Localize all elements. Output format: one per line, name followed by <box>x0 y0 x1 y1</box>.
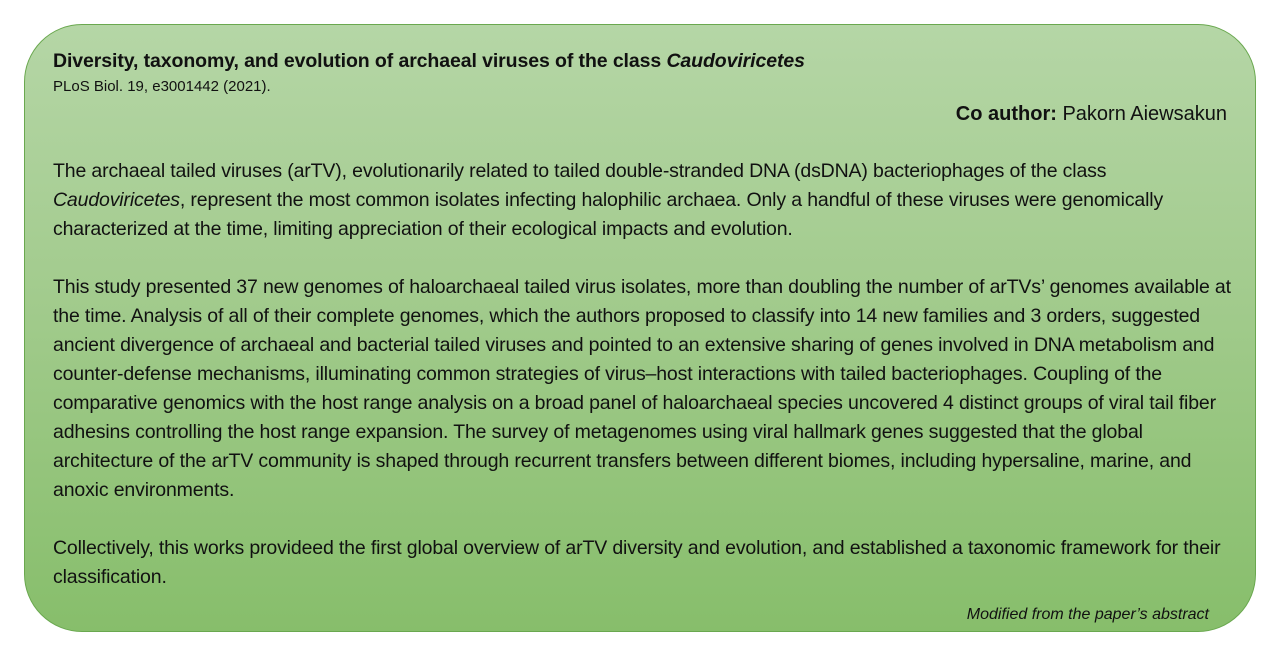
paper-title-main: Diversity, taxonomy, and evolution of archaeal viruses of the class <box>53 50 667 72</box>
paper-title-italic: Caudoviricetes <box>666 50 805 72</box>
coauthor-line <box>956 101 1227 127</box>
paragraph-1-part-b: , represent the most common isolates infecting halophilic archaea. Only a handful of these viruses were genomically characterized at the time, limiting appreciation of their ecological impacts and evolution. <box>53 189 1164 240</box>
paper-title <box>53 49 805 73</box>
coauthor-name: Pakorn Aiewsakun <box>1062 103 1227 125</box>
summary-card <box>24 24 1256 632</box>
paragraph-1-part-a: The archaeal tailed viruses (arTV), evolutionarily related to tailed double-stranded DNA (dsDNA) bacteriophages of the class <box>53 160 1107 182</box>
paragraph-1 <box>53 157 1233 244</box>
citation: PLoS Biol. 19, e3001442 (2021). <box>53 78 271 95</box>
coauthor-label: Co author: <box>955 103 1057 125</box>
abstract-body <box>53 157 1233 592</box>
paragraph-1-italic: Caudoviricetes <box>53 189 180 211</box>
source-note: Modified from the paper’s abstract <box>966 606 1209 623</box>
paragraph-3: Collectively, this works provideed the first global overview of arTV diversity and evolution, and established a taxonomic framework for their classification. <box>53 537 1221 588</box>
paragraph-2: This study presented 37 new genomes of haloarchaeal tailed virus isolates, more than doubling the number of arTVs’ genomes available at the time. Analysis of all of their complete genomes, which the authors proposed to classify into 14 new families and 3 orders, suggested ancient divergence of archaeal and bacterial tailed viruses and pointed to an extensive sharing of genes involved in DNA metabolism and counter-defense mechanisms, illuminating common strategies of virus–host interactions with tailed bacteriophages. Coupling of the comparative genomics with the host range analysis on a broad panel of haloarchaeal species uncovered 4 distinct groups of viral tail fiber adhesins controlling the host range expansion. The survey of metagenomes using viral hallmark genes suggested that the global architecture of the arTV community is shaped through recurrent transfers between different biomes, including hypersaline, marine, and anoxic environments. <box>53 276 1231 501</box>
